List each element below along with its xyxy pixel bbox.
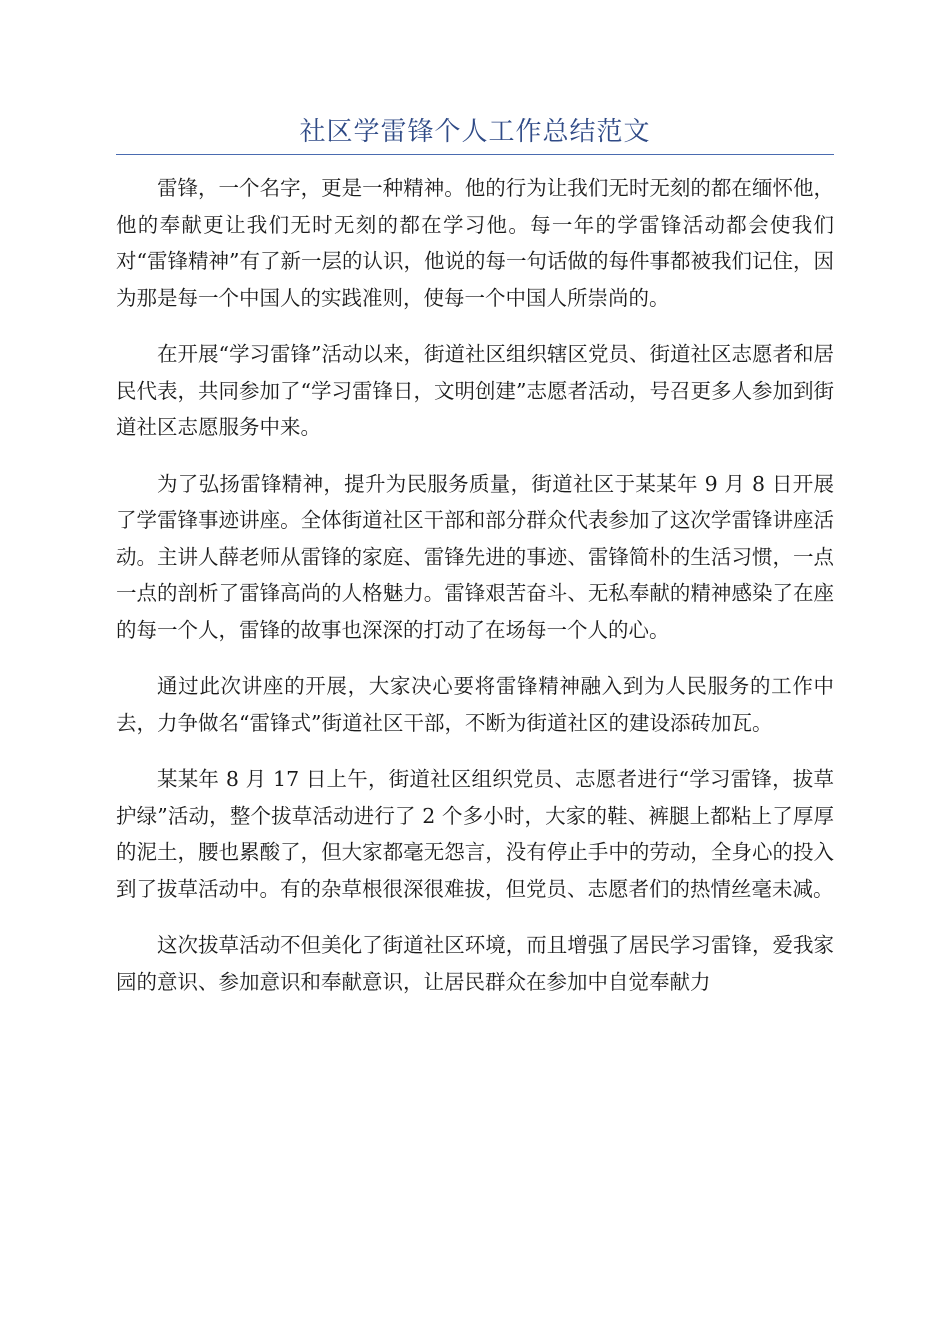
paragraph: 这次拔草活动不但美化了街道社区环境，而且增强了居民学习雷锋，爱我家园的意识、参加意识和奉献意识，让居民群众在参加中自觉奉献力 <box>116 933 834 994</box>
document-title: 社区学雷锋个人工作总结范文 <box>299 117 651 147</box>
document-body <box>116 170 834 1020</box>
paragraph: 在开展“学习雷锋”活动以来，街道社区组织辖区党员、街道社区志愿者和居民代表，共同参加了“学习雷锋日，文明创建”志愿者活动，号召更多人参加到街道社区志愿服务中来。 <box>116 342 834 439</box>
paragraph: 某某年 8 月 17 日上午，街道社区组织党员、志愿者进行“学习雷锋，拔草护绿”活动，整个拔草活动进行了 2 个多小时，大家的鞋、裤腿上都粘上了厚厚的泥土，腰也累酸了，但大家都毫无怨言，没有停止手中的劳动，全身心的投入到了拔草活动中。有的杂草根很深很难拔，但党员、志愿者们的热情丝毫未减。 <box>116 767 834 901</box>
paragraph: 雷锋，一个名字，更是一种精神。他的行为让我们无时无刻的都在缅怀他，他的奉献更让我们无时无刻的都在学习他。每一年的学雷锋活动都会使我们对“雷锋精神”有了新一层的认识，他说的每一句话做的每件事都被我们记住，因为那是每一个中国人的实践准则，使每一个中国人所崇尚的。 <box>116 176 834 310</box>
title-underline <box>116 154 834 155</box>
paragraph: 通过此次讲座的开展，大家决心要将雷锋精神融入到为人民服务的工作中去，力争做名“雷锋式”街道社区干部，不断为街道社区的建设添砖加瓦。 <box>116 674 834 735</box>
paragraph: 为了弘扬雷锋精神，提升为民服务质量，街道社区于某某年 9 月 8 日开展了学雷锋事迹讲座。全体街道社区干部和部分群众代表参加了这次学雷锋讲座活动。主讲人薛老师从雷锋的家庭、雷锋先进的事迹、雷锋简朴的生活习惯，一点一点的剖析了雷锋高尚的人格魅力。雷锋艰苦奋斗、无私奉献的精神感染了在座的每一个人，雷锋的故事也深深的打动了在场每一个人的心。 <box>116 471 834 642</box>
